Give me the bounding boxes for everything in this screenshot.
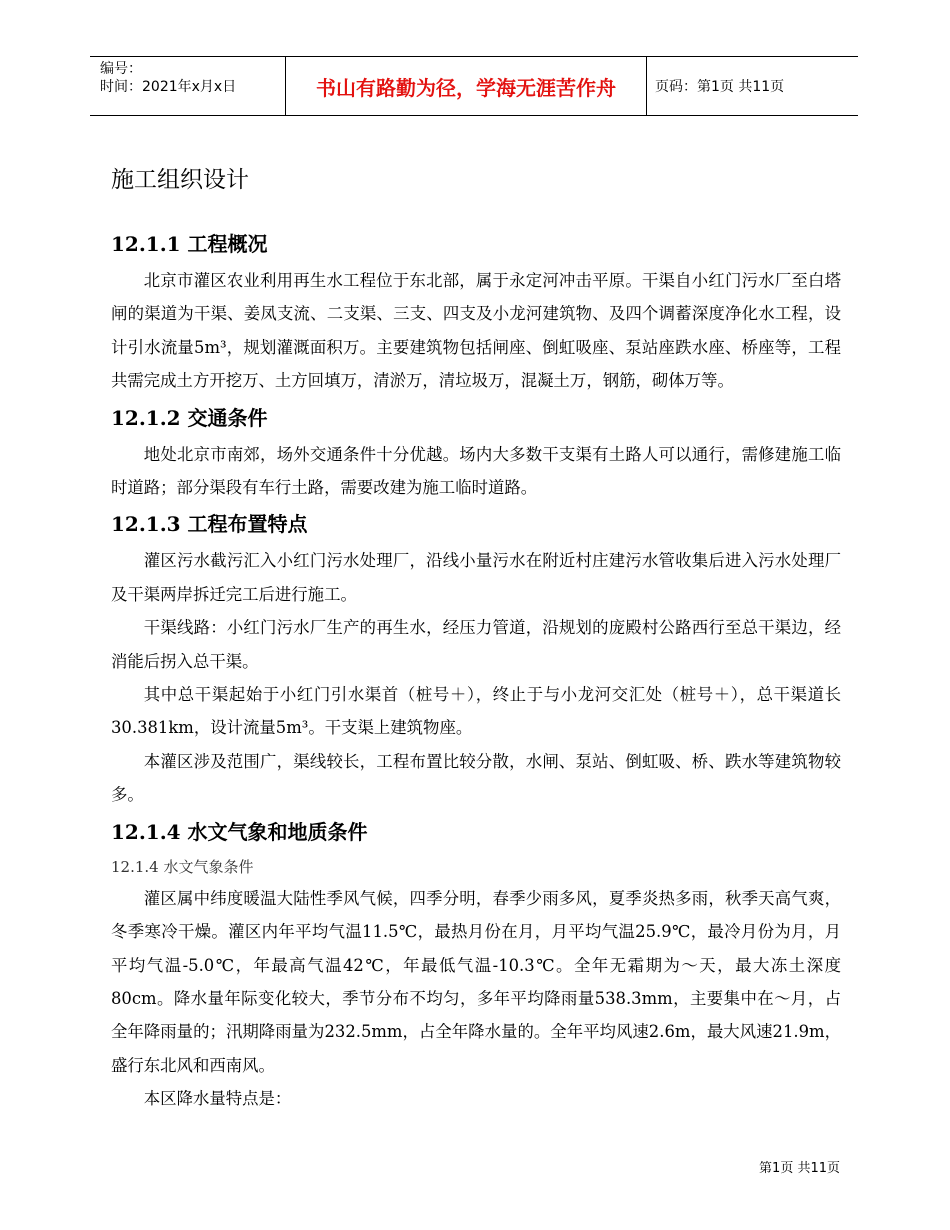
section-hydrology [111, 812, 841, 1116]
paragraph: 灌区属中纬度暖温大陆性季风气候，四季分明，春季少雨多风，夏季炎热多雨，秋季天高气爽，冬季寒冷干燥。灌区内年平均气温11.5℃，最热月份在月，月平均气温25.9℃，最冷月份为月，月平均气温-5.0℃，年最高气温42℃，年最低气温-10.3℃。全年无霜期为～天，最大冻土深度80cm。降水量年际变化较大，季节分布不均匀，多年平均降雨量538.3mm，主要集中在～月，占全年降雨量的；汛期降雨量为232.5mm，占全年降水量的。全年平均风速2.6m，最大风速21.9m，盛行东北风和西南风。 [111, 888, 841, 1075]
paragraph: 灌区污水截污汇入小红门污水处理厂，沿线小量污水在附近村庄建污水管收集后进入污水处理厂及干渠两岸拆迁完工后进行施工。 [111, 551, 841, 604]
time-label: 时间：2021年x月x日 [100, 79, 237, 95]
header-page-label: 页码：第1页 共11页 [655, 79, 785, 95]
paragraph: 其中总干渠起始于小红门引水渠首（桩号＋），终止于与小龙河交汇处（桩号＋），总干渠道长30.381km，设计流量5m³。干支渠上建筑物座。 [111, 685, 841, 738]
paragraph: 干渠线路：小红门污水厂生产的再生水，经压力管道，沿规划的庞殿村公路西行至总干渠边，经消能后拐入总干渠。 [111, 618, 841, 671]
section-heading: 12.1.2 交通条件 [111, 405, 268, 430]
document-title: 施工组织设计 [111, 167, 249, 193]
section-heading: 12.1.4 水文气象和地质条件 [111, 819, 368, 844]
section-heading: 12.1.1 工程概况 [111, 232, 268, 256]
paragraph: 北京市灌区农业利用再生水工程位于东北部，属于永定河冲击平原。干渠自小红门污水厂至白塔闸的渠道为干渠、姜凤支流、二支渠、三支、四支及小龙河建筑物、及四个调蓄深度净化水工程，设计引水流量5m³，规划灌溉面积万。主要建筑物包括闸座、倒虹吸座、泵站座跌水座、桥座等，工程共需完成土方开挖万、土方回填万，清淤万，清垃圾万，混凝土万，钢筋，砌体万等。 [111, 271, 841, 391]
subsection-heading: 12.1.4 水文气象条件 [111, 857, 254, 876]
number-label: 编号： [100, 61, 142, 77]
section-traffic [111, 398, 841, 505]
page-footer: 第1页 共11页 [759, 1161, 840, 1176]
document-body [111, 160, 841, 1116]
paragraph: 本区降水量特点是： [143, 1089, 292, 1109]
section-overview [111, 224, 841, 398]
section-heading: 12.1.3 工程布置特点 [111, 512, 308, 537]
paragraph: 本灌区涉及范围广，渠线较长，工程布置比较分散，水闸、泵站、倒虹吸、桥、跌水等建筑物较多。 [111, 751, 841, 805]
paragraph: 地处北京市南郊，场外交通条件十分优越。场内大多数干支渠有土路人可以通行，需修建施工临时道路；部分渠段有车行土路，需要改建为施工临时道路。 [111, 444, 841, 498]
page-header [90, 56, 858, 116]
section-layout [111, 504, 841, 811]
header-motto: 书山有路勤为径，学海无涯苦作舟 [285, 57, 647, 115]
header-meta [90, 57, 285, 115]
